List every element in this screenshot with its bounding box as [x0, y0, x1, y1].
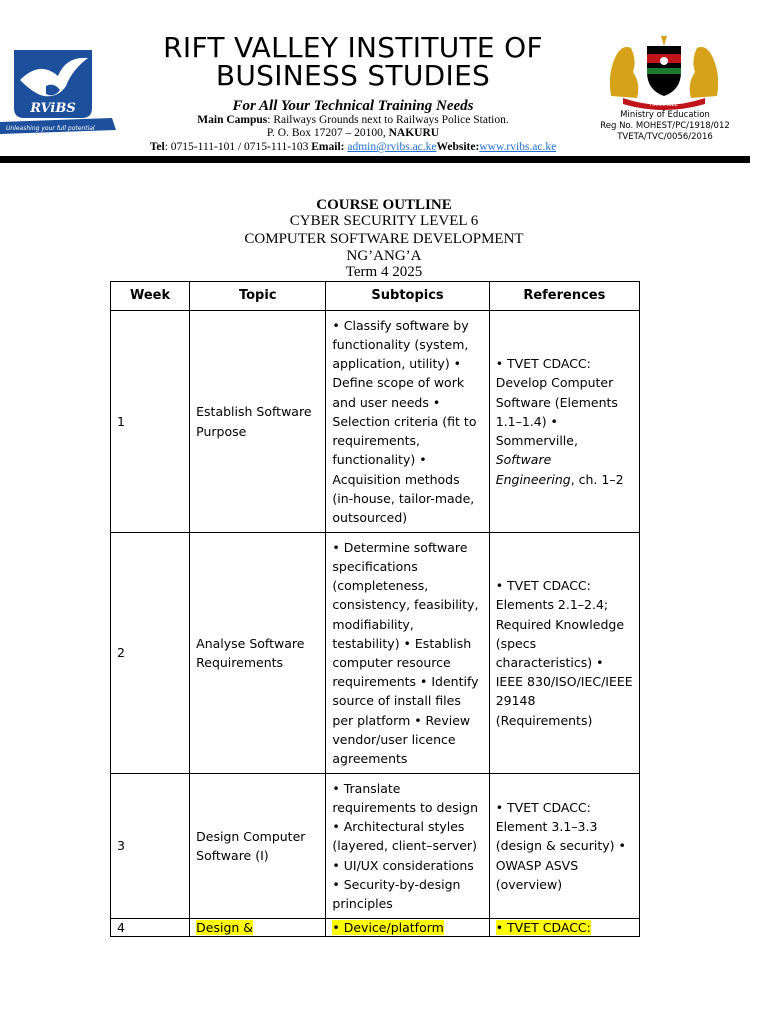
topic-cell: [190, 919, 326, 937]
references-cell: [489, 311, 639, 533]
tagline: For All Your Technical Training Needs: [232, 98, 474, 114]
institute-name-line1: RIFT VALLEY INSTITUTE OF: [163, 31, 543, 64]
institute-name: [120, 31, 586, 92]
tveta-number: TVETA/TVC/0056/2016: [617, 132, 713, 142]
tel-label: Tel: [149, 141, 165, 153]
column-header-week: Week: [111, 282, 190, 311]
column-header-references: References: [489, 282, 639, 311]
week-cell: 4: [111, 919, 190, 937]
ministry-name: Ministry of Education: [620, 110, 710, 120]
subtopics-cell: • Translate requirements to design • Architectural styles (layered, client–server) • UI/UX considerations • Security-by-design principles: [326, 774, 489, 919]
email-link[interactable]: admin@rvibs.ac.ke: [347, 141, 437, 153]
reference-book-title: Software Engineering: [495, 452, 571, 487]
reference-text: • TVET CDACC: Develop Computer Software (Elements 1.1–1.4) • Sommerville,: [495, 356, 618, 449]
week-cell: 2: [111, 533, 190, 774]
logo-text: RViBS: [30, 101, 76, 116]
institute-name-line2: BUSINESS STUDIES: [215, 59, 491, 92]
subtopics-cell: • Determine software specifications (completeness, consistency, feasibility, modifiability, testability) • Establish computer resource requirements • Identify source of install files per platform • Review vendor/user licence agreements: [326, 533, 489, 774]
header-divider: [0, 156, 750, 163]
week-cell: 1: [111, 311, 190, 533]
highlighted-topic: Design &: [196, 920, 254, 935]
campus-label: Main Campus: [197, 114, 268, 126]
table-row: [111, 919, 640, 937]
ministry-block: [590, 110, 740, 143]
table-row: [111, 774, 640, 919]
coat-banner: HARAMBEE: [650, 102, 678, 108]
course-name: CYBER SECURITY LEVEL 6: [289, 213, 479, 229]
topic-cell: Analyse Software Requirements: [190, 533, 326, 774]
table-row: [111, 311, 640, 533]
table-header-row: [111, 282, 640, 311]
website-link[interactable]: www.rvibs.ac.ke: [479, 141, 557, 153]
po-box-line: [120, 126, 586, 140]
subtopics-cell: [326, 919, 489, 937]
references-cell: • TVET CDACC: Elements 2.1–2.4; Required Knowledge (specs characteristics) • IEEE 830/ISO/IEC/IEEE 29148 (Requirements): [489, 533, 639, 774]
trainer-name: NG’ANG’A: [346, 248, 422, 264]
website-label: Website:: [436, 141, 480, 153]
document-heading: COURSE OUTLINE: [316, 197, 452, 213]
subtopics-cell: • Classify software by functionality (system, application, utility) • Define scope of work and user needs • Selection criteria (fit to requirements, functionality) • Acquisition methods (in-house, tailor-made, outsourced): [326, 311, 489, 533]
campus-line: [120, 113, 586, 127]
course-outline-table: [110, 281, 640, 937]
references-cell: [489, 919, 639, 937]
email-label: Email:: [311, 141, 348, 153]
unit-name: COMPUTER SOFTWARE DEVELOPMENT: [244, 231, 524, 247]
reference-chapter: , ch. 1–2: [570, 471, 624, 487]
table-row: [111, 533, 640, 774]
week-cell: 3: [111, 774, 190, 919]
tel-value: : 0715-111-101 / 0715-111-103: [164, 141, 312, 153]
topic-cell: Design Computer Software (I): [190, 774, 326, 919]
logo-slogan: Unleashing your full potential: [6, 125, 95, 132]
contact-line: [110, 140, 596, 154]
coat-of-arms-icon: [603, 32, 725, 112]
term: Term 4 2025: [345, 264, 423, 280]
registration-number: Reg No. MOHEST/PC/1918/012: [600, 121, 730, 131]
references-cell: • TVET CDACC: Element 3.1–3.3 (design & security) • OWASP ASVS (overview): [489, 774, 639, 919]
highlighted-subtopic: • Device/platform: [332, 920, 444, 935]
topic-cell: Establish Software Purpose: [190, 311, 326, 533]
column-header-topic: Topic: [190, 282, 326, 311]
po-town: NAKURU: [388, 127, 440, 139]
column-header-subtopics: Subtopics: [326, 282, 489, 311]
highlighted-reference: • TVET CDACC:: [495, 920, 591, 935]
rvibs-logo: [0, 46, 116, 138]
campus-text: : Railways Grounds next to Railways Police Station.: [267, 114, 509, 126]
po-box: P. O. Box 17207 – 20100,: [266, 127, 389, 139]
